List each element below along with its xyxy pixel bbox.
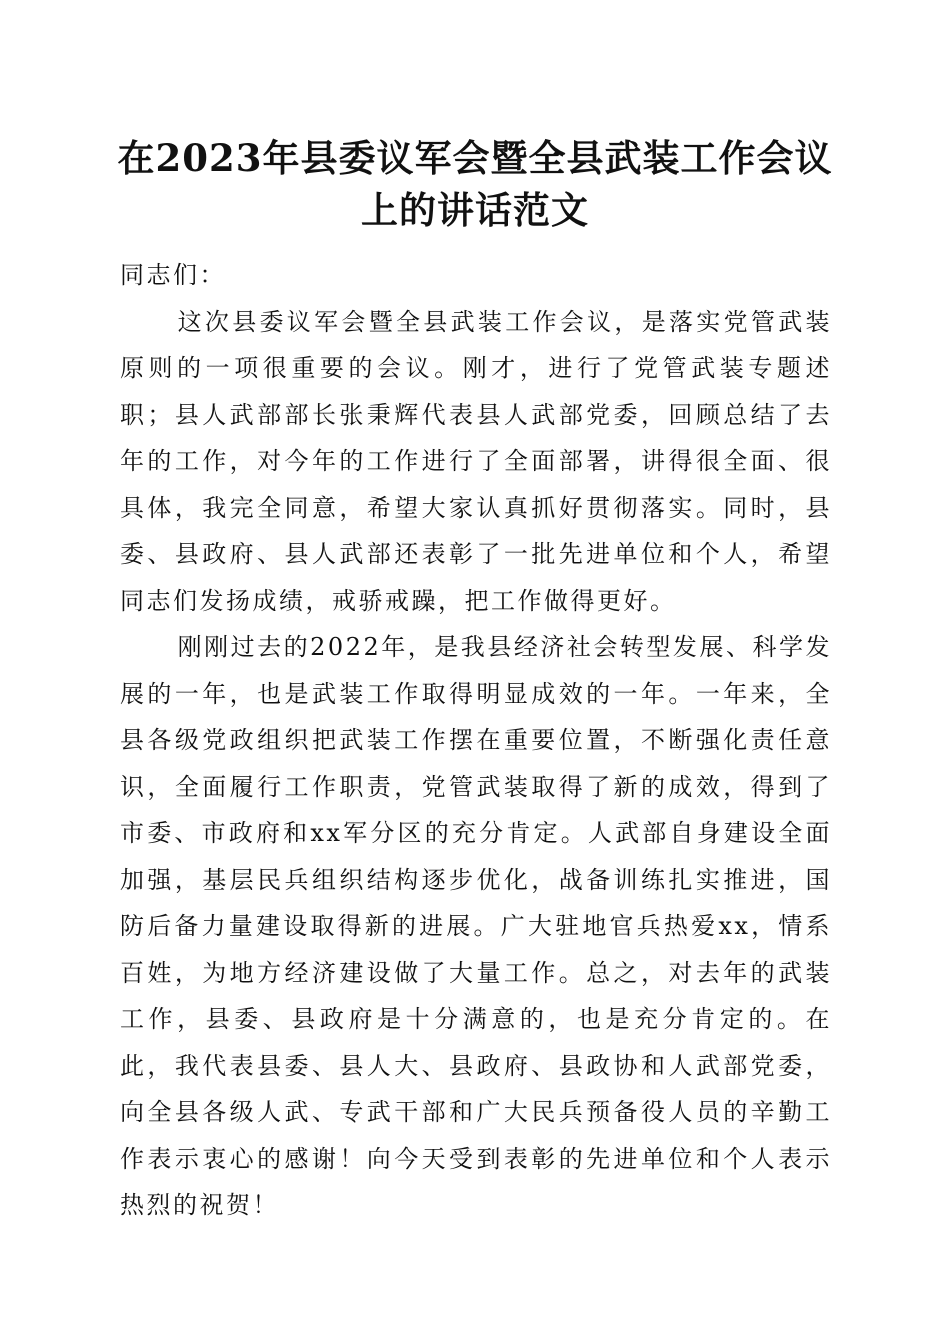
paragraph-1: 这次县委议军会暨全县武装工作会议，是落实党管武装原则的一项很重要的会议。刚才，进行了党管武装专题述职；县人武部部长张秉辉代表县人武部党委，回顾总结了去年的工作，对今年的工作进行了全面部署，讲得很全面、很具体，我完全同意，希望大家认真抓好贯彻落实。同时，县委、县政府、县人武部还表彰了一批先进单位和个人，希望同志们发扬成绩，戒骄戒躁，把工作做得更好。 (120, 307, 832, 615)
document-title: 在2023年县委议军会暨全县武装工作会议上的讲话范文 (117, 136, 833, 232)
document-body (120, 252, 832, 1229)
salutation: 同志们： (120, 261, 226, 289)
paragraph-2: 刚刚过去的2022年，是我县经济社会转型发展、科学发展的一年，也是武装工作取得明显成效的一年。一年来，全县各级党政组织把武装工作摆在重要位置，不断强化责任意识，全面履行工作职责，党管武装取得了新的成效，得到了市委、市政府和xx军分区的充分肯定。人武部自身建设全面加强，基层民兵组织结构逐步优化，战备训练扎实推进，国防后备力量建设取得新的进展。广大驻地官兵热爱xx，情系百姓，为地方经济建设做了大量工作。总之，对去年的武装工作，县委、县政府是十分满意的，也是充分肯定的。在此，我代表县委、县人大、县政府、县政协和人武部党委，向全县各级人武、专武干部和广大民兵预备役人员的辛勤工作表示衷心的感谢！向今天受到表彰的先进单位和个人表示热烈的祝贺！ (120, 633, 832, 1219)
